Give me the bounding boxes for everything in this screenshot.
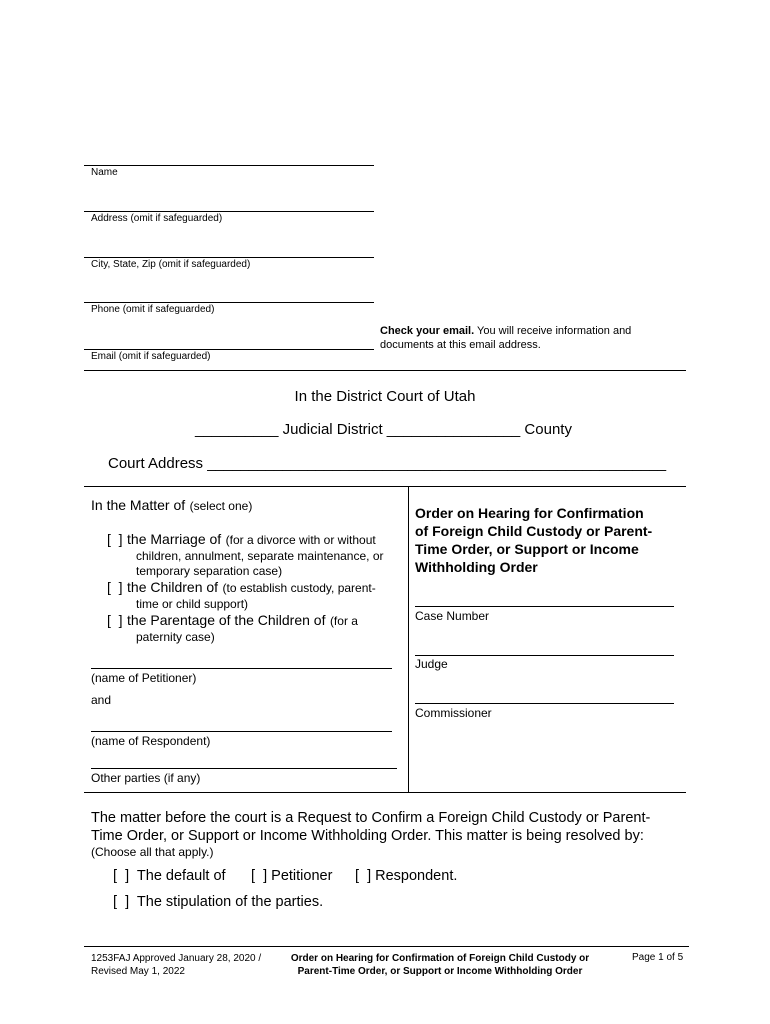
footer-page-number: Page 1 of 5 <box>632 952 684 963</box>
matter-heading <box>91 497 252 515</box>
option-children-label: the Children of <box>127 579 219 595</box>
phone-line[interactable] <box>84 302 374 303</box>
matter-statement-line-1: The matter before the court is a Request to Confirm a Foreign Child Custody or Parent- <box>91 810 651 826</box>
footer-divider <box>84 946 689 947</box>
name-label: Name <box>91 167 118 178</box>
choice-default[interactable]: [ ] The default of <box>113 868 226 884</box>
option-parentage-checkbox[interactable]: [ ] <box>107 612 123 628</box>
choose-instruction: (Choose all that apply.) <box>91 845 214 859</box>
option-marriage-label: the Marriage of <box>127 531 222 547</box>
option-marriage-note: (for a divorce with or without <box>225 533 376 547</box>
petitioner-label: (name of Petitioner) <box>91 671 197 685</box>
footer-title-1: Order on Hearing for Confirmation of Foreign Child Custody or <box>290 953 590 964</box>
order-title-line-2: of Foreign Child Custody or Parent- <box>415 523 653 539</box>
address-line[interactable] <box>84 211 374 212</box>
option-children[interactable] <box>107 579 402 612</box>
name-line[interactable] <box>84 165 374 166</box>
matter-statement <box>91 809 650 845</box>
other-parties-label: Other parties (if any) <box>91 771 201 785</box>
judge-line[interactable] <box>415 655 674 656</box>
option-parentage-label: the Parentage of the Children of <box>127 612 326 628</box>
and-label: and <box>91 693 112 707</box>
order-title-line-4: Withholding Order <box>415 559 538 575</box>
respondent-label: (name of Respondent) <box>91 734 211 748</box>
court-title: In the District Court of Utah <box>294 388 476 405</box>
choice-respondent[interactable]: [ ] Respondent. <box>355 868 458 884</box>
address-label: Address (omit if safeguarded) <box>91 213 223 224</box>
phone-label: Phone (omit if safeguarded) <box>91 304 215 315</box>
commissioner-label: Commissioner <box>415 706 492 720</box>
choice-petitioner[interactable]: [ ] Petitioner <box>251 868 333 884</box>
option-parentage-cont: paternity case) <box>136 630 215 644</box>
matter-statement-line-2: Time Order, or Support or Income Withholding Order. This matter is being resolved by: <box>91 828 644 844</box>
caption-bottom-border <box>84 792 686 793</box>
email-notice <box>380 324 660 352</box>
footer-title-2: Parent-Time Order, or Support or Income Withholding Order <box>297 966 583 977</box>
email-line[interactable] <box>84 349 374 350</box>
matter-heading-text: In the Matter of <box>91 497 186 513</box>
option-marriage-checkbox[interactable]: [ ] <box>107 531 123 547</box>
email-notice-bold: Check your email. <box>380 325 475 337</box>
order-title-line-3: Time Order, or Support or Income <box>415 541 639 557</box>
order-title <box>415 504 652 576</box>
judge-label: Judge <box>415 657 448 671</box>
footer-form-id-1: 1253FAJ Approved January 28, 2020 / <box>91 953 262 964</box>
email-label: Email (omit if safeguarded) <box>91 351 211 362</box>
footer-title <box>275 952 605 978</box>
option-children-cont: time or child support) <box>136 597 249 611</box>
footer-form-id-2: Revised May 1, 2022 <box>91 966 185 977</box>
caption-divider <box>408 487 409 792</box>
matter-heading-note: (select one) <box>189 499 253 513</box>
header-divider <box>84 370 686 371</box>
court-address-line[interactable]: Court Address _______________________________________________________ <box>108 455 667 472</box>
email-notice-text: You will receive information and documents at this email address. <box>380 325 632 351</box>
option-parentage-note: (for a <box>329 614 358 628</box>
city-label: City, State, Zip (omit if safeguarded) <box>91 259 251 270</box>
option-children-note: (to establish custody, parent- <box>222 581 376 595</box>
case-number-label: Case Number <box>415 609 490 623</box>
respondent-line[interactable] <box>91 731 392 732</box>
city-line[interactable] <box>84 257 374 258</box>
option-marriage[interactable] <box>107 531 402 579</box>
footer-form-id <box>91 952 261 978</box>
other-parties-line[interactable] <box>91 768 397 769</box>
case-number-line[interactable] <box>415 606 674 607</box>
option-marriage-cont: children, annulment, separate maintenance, or temporary separation case) <box>136 549 384 578</box>
petitioner-line[interactable] <box>91 668 392 669</box>
caption-top-border <box>84 486 686 487</box>
commissioner-line[interactable] <box>415 703 674 704</box>
option-parentage[interactable] <box>107 612 402 645</box>
option-children-checkbox[interactable]: [ ] <box>107 579 123 595</box>
order-title-line-1: Order on Hearing for Confirmation <box>415 505 644 521</box>
district-line[interactable]: __________ Judicial District ________________ County <box>195 421 572 438</box>
choice-stipulation[interactable]: [ ] The stipulation of the parties. <box>113 894 324 910</box>
